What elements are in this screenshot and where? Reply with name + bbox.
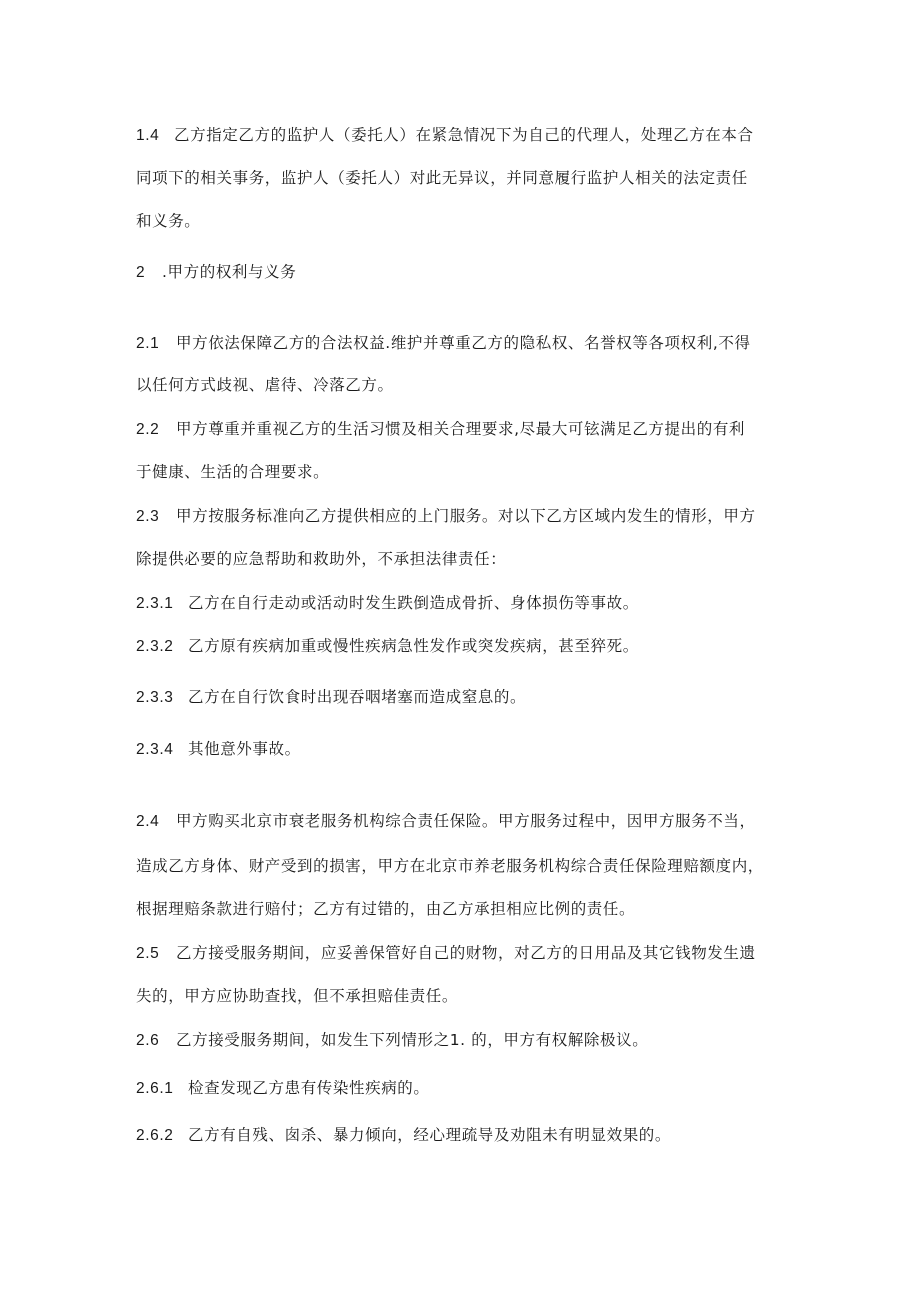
clause-number: 2.6.1 (136, 1080, 174, 1097)
clause-number: 2.1 (136, 335, 160, 352)
clause-text: 乙方在自行饮食时出现吞咽堵塞而造成窒息的。 (188, 688, 527, 706)
clause-number: 2.2 (136, 421, 160, 438)
clause-1-4-line-2: 同项下的相关事务，监护人（委托人）对此无异议，并同意履行监护人相关的法定责任 (136, 169, 748, 187)
clause-number: 2.5 (136, 945, 160, 962)
clause-2-5-line-1 (136, 942, 756, 965)
clause-2-3-4 (136, 738, 301, 761)
clause-number: 2.6.2 (136, 1127, 174, 1144)
clause-text: 乙方接受服务期间，应妥善保管好自己的财物，对乙方的日用品及其它钱物发生遗 (176, 944, 756, 962)
clause-number: 2.6 (136, 1032, 160, 1049)
clause-2-3-line-1 (136, 505, 756, 528)
clause-text: 乙方在自行走动或活动时发生跌倒造成骨折、身体损伤等事故。 (188, 594, 639, 612)
section-number: 2 (136, 264, 146, 281)
clause-2-4-line-2: 造成乙方身体、财产受到的损害，甲方在北京市养老服务机构综合责任保险理赔额度内， (136, 857, 764, 875)
clause-2-3-2 (136, 635, 639, 658)
clause-text: 乙方原有疾病加重或慢性疾病急性发作或突发疾病，甚至猝死。 (188, 637, 639, 655)
clause-number: 1.4 (136, 127, 160, 144)
clause-text: 乙方指定乙方的监护人（委托人）在紧急情况下为自己的代理人，处理乙方在本合 (174, 126, 754, 144)
clause-text: 乙方接受服务期间，如发生下列情形之1. 的，甲方有权解除极议。 (176, 1031, 649, 1049)
clause-2-1-line-2: 以任何方式歧视、虐待、冷落乙方。 (136, 376, 394, 394)
clause-number: 2.3.4 (136, 741, 174, 758)
clause-text: 甲方按服务标准向乙方提供相应的上门服务。对以下乙方区域内发生的情形，甲方 (176, 507, 756, 525)
clause-2-4-line-3: 根据理赔条款进行赔付；乙方有过错的，由乙方承担相应比例的责任。 (136, 900, 636, 918)
clause-2-3-1 (136, 592, 639, 615)
clause-1-4-line-1 (136, 124, 754, 147)
clause-2-5-line-2: 失的，甲方应协助查找，但不承担赔佳责任。 (136, 987, 459, 1005)
clause-number: 2.4 (136, 813, 160, 830)
section-2-heading (136, 261, 296, 284)
clause-1-4-line-3: 和义务。 (136, 212, 201, 230)
clause-2-2-line-2: 于健康、生活的合理要求。 (136, 463, 330, 481)
clause-text: 甲方依法保障乙方的合法权益.维护并尊重乙方的隐私权、名誉权等各项权利,不得 (176, 334, 751, 352)
clause-2-1-line-1 (136, 332, 751, 355)
clause-2-4-line-1 (136, 810, 756, 833)
clause-2-6 (136, 1029, 648, 1052)
clause-2-6-1 (136, 1077, 430, 1100)
clause-text: 检查发现乙方患有传染性疾病的。 (188, 1079, 430, 1097)
clause-number: 2.3.1 (136, 595, 174, 612)
section-title: .甲方的权利与义务 (162, 263, 297, 281)
clause-number: 2.3.2 (136, 638, 174, 655)
clause-number: 2.3.3 (136, 689, 174, 706)
clause-2-3-line-2: 除提供必要的应急帮助和救助外，不承担法律责任： (136, 550, 507, 568)
clause-text: 甲方购买北京市衰老服务机构综合责任保险。甲方服务过程中，因甲方服务不当， (176, 812, 756, 830)
clause-text: 其他意外事故。 (188, 740, 301, 758)
clause-2-6-2 (136, 1124, 671, 1147)
clause-text: 甲方尊重并重视乙方的生活习惯及相关合理要求,尽最大可铉满足乙方提出的有利 (176, 420, 746, 438)
clause-number: 2.3 (136, 508, 160, 525)
clause-text: 乙方有自残、囱杀、暴力倾向，经心理疏导及劝阻未有明显效果的。 (188, 1126, 672, 1144)
clause-2-3-3 (136, 686, 526, 709)
clause-2-2-line-1 (136, 418, 745, 441)
